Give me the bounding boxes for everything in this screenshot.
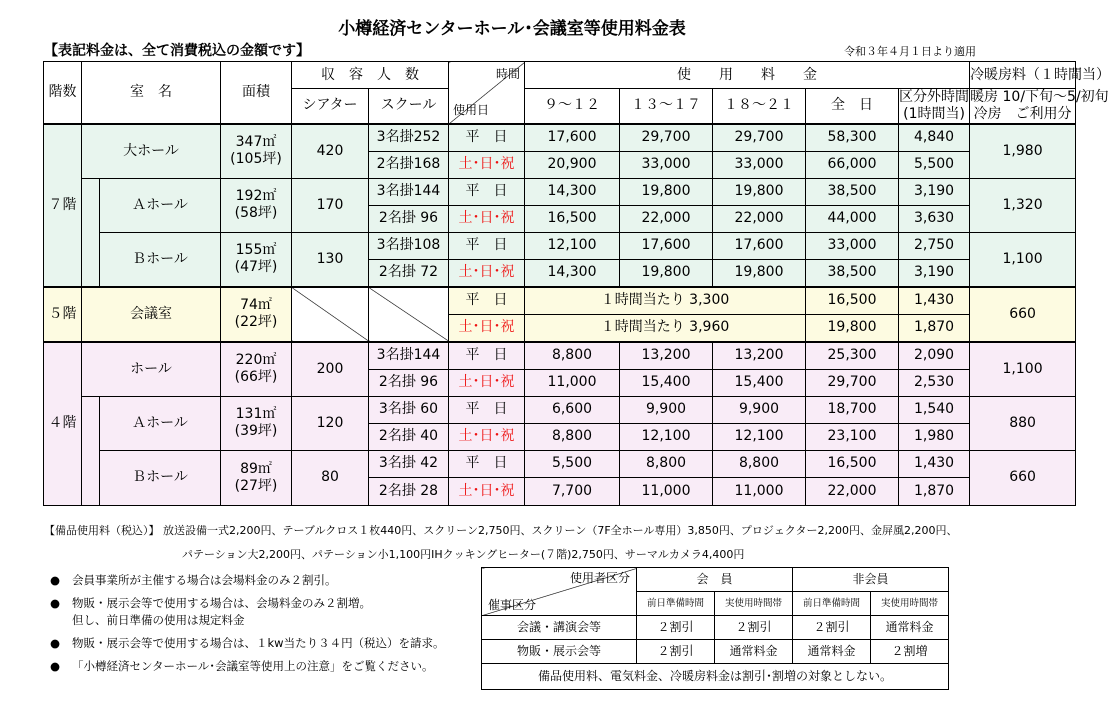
- school-capacity: 2名掛168: [369, 151, 449, 178]
- fee-allday: 18,700: [806, 396, 899, 423]
- note-text: 「小樽経済センターホール･会議室等使用上の注意」をご覧ください。: [72, 659, 434, 673]
- area-tsubo: (27坪): [234, 477, 278, 494]
- fee-13-17: 15,400: [620, 369, 713, 396]
- table-row: [44, 124, 1076, 152]
- fee-13-17: 33,000: [620, 151, 713, 178]
- table-row: [482, 616, 949, 640]
- table-row: [44, 287, 1076, 315]
- school-capacity: 2名掛 96: [369, 205, 449, 232]
- usage-day: 平 日: [449, 287, 525, 315]
- fee-allday: 22,000: [806, 477, 899, 505]
- header-ac-title: 冷暖房料（１時間当）: [970, 62, 1076, 89]
- area-m2: 131㎡: [235, 406, 277, 423]
- fee-allday: 19,800: [806, 314, 899, 342]
- table-row: [44, 342, 1076, 370]
- fee-extra: 3,630: [899, 205, 970, 232]
- header-usage-day: 使用日: [453, 103, 490, 118]
- fee-13-17: 11,000: [620, 477, 713, 505]
- header-ac: [970, 89, 1109, 124]
- non-member-prep-header: 前日準備時間: [793, 592, 871, 616]
- list-item: [50, 635, 475, 652]
- area-tsubo: (105坪): [230, 151, 282, 168]
- usage-day: 土･日･祝: [449, 205, 525, 232]
- area-m2: 155㎡: [235, 242, 277, 259]
- fee-extra: 3,190: [899, 259, 970, 287]
- fee-allday: 66,000: [806, 151, 899, 178]
- school-capacity: 3名掛 42: [369, 450, 449, 477]
- table-row: [44, 396, 1076, 423]
- event-category-label: 催事区分: [488, 597, 537, 612]
- fee-hourly: １時間当たり 3,960: [525, 314, 806, 342]
- tax-note: 【表記料金は、全て消費税込の金額です】: [44, 43, 310, 59]
- fee-9-12: 8,800: [525, 342, 620, 370]
- header-theater: シアター: [292, 89, 369, 124]
- bullet-icon: ●: [50, 573, 61, 587]
- non-member-prep-rate: ２割引: [793, 616, 871, 640]
- list-item: [50, 595, 475, 629]
- non-member-actual-rate: 通常料金: [871, 616, 949, 640]
- fee-allday: 23,100: [806, 423, 899, 450]
- fee-9-12: 17,600: [525, 124, 620, 152]
- usage-day: 平 日: [449, 232, 525, 259]
- room-name: Ａホール: [100, 178, 221, 232]
- note-text: 物販・展示会等で使用する場合は、１kw当たり３４円（税込）を請求。: [72, 636, 445, 650]
- theater-capacity: 120: [292, 396, 369, 450]
- non-member-header: 非会員: [793, 568, 949, 592]
- room-area: [221, 450, 292, 505]
- fee-9-12: 11,000: [525, 369, 620, 396]
- school-capacity: 3名掛108: [369, 232, 449, 259]
- fee-allday: 29,700: [806, 369, 899, 396]
- header-t1: ９～１２: [525, 89, 620, 124]
- event-label: 会議・講演会等: [482, 616, 637, 640]
- member-prep-rate: ２割引: [637, 616, 715, 640]
- indent-gap: [82, 178, 100, 287]
- fee-9-12: 7,700: [525, 477, 620, 505]
- header-time-usage: [449, 62, 525, 124]
- fee-18-21: 17,600: [713, 232, 806, 259]
- fee-allday: 44,000: [806, 205, 899, 232]
- usage-day: 土･日･祝: [449, 259, 525, 287]
- header-t3: １８～２１: [713, 89, 806, 124]
- fee-9-12: 14,300: [525, 259, 620, 287]
- header-room: 室 名: [82, 62, 221, 124]
- header-extra-line1: 区分外時間: [899, 89, 970, 105]
- area-m2: 89㎡: [240, 460, 272, 477]
- area-tsubo: (39坪): [234, 423, 278, 440]
- area-tsubo: (22坪): [234, 314, 278, 331]
- bullet-icon: ●: [50, 636, 61, 650]
- fee-9-12: 20,900: [525, 151, 620, 178]
- fee-18-21: 13,200: [713, 342, 806, 370]
- member-header: 会 員: [637, 568, 793, 592]
- header-extra: [899, 89, 970, 124]
- fee-18-21: 19,800: [713, 178, 806, 205]
- school-capacity: 2名掛 28: [369, 477, 449, 505]
- member-actual-rate: 通常料金: [715, 640, 793, 664]
- school-capacity: 3名掛144: [369, 342, 449, 370]
- room-name: 大ホール: [82, 124, 221, 179]
- fee-extra: 1,870: [899, 314, 970, 342]
- room-area: [221, 287, 292, 342]
- fee-allday: 58,300: [806, 124, 899, 152]
- theater-capacity: 170: [292, 178, 369, 232]
- area-m2: 192㎡: [235, 188, 277, 205]
- fee-extra: 2,750: [899, 232, 970, 259]
- header-row: [44, 62, 1076, 89]
- header-time: 時間: [495, 66, 520, 81]
- room-name: Ａホール: [100, 396, 221, 450]
- fee-13-17: 13,200: [620, 342, 713, 370]
- discount-header-categories: [482, 568, 637, 616]
- room-area: [221, 232, 292, 287]
- header-allday: 全 日: [806, 89, 899, 124]
- fee-extra: 1,870: [899, 477, 970, 505]
- note-text: 会員事業所が主催する場合は会場料金のみ２割引。: [72, 573, 337, 587]
- list-item: [50, 658, 475, 675]
- theater-capacity: 130: [292, 232, 369, 287]
- member-prep-header: 前日準備時間: [637, 592, 715, 616]
- effective-date: 令和３年４月１日より適用: [844, 45, 976, 58]
- fee-allday: 38,500: [806, 178, 899, 205]
- fee-13-17: 22,000: [620, 205, 713, 232]
- usage-day: 土･日･祝: [449, 477, 525, 505]
- discount-footer: 備品使用料、電気料金、冷暖房料金は割引･割増の対象としない。: [482, 664, 949, 690]
- usage-day: 土･日･祝: [449, 423, 525, 450]
- fee-extra: 1,430: [899, 287, 970, 315]
- fee-13-17: 19,800: [620, 259, 713, 287]
- fee-13-17: 8,800: [620, 450, 713, 477]
- header-school: スクール: [369, 89, 449, 124]
- fee-18-21: 9,900: [713, 396, 806, 423]
- area-tsubo: (58坪): [234, 205, 278, 222]
- room-name: ホール: [82, 342, 221, 397]
- note-text: 物販・展示会等で使用する場合は、会場料金のみ２割増。: [72, 596, 371, 610]
- fee-18-21: 15,400: [713, 369, 806, 396]
- fee-9-12: 12,100: [525, 232, 620, 259]
- school-capacity: 3名掛144: [369, 178, 449, 205]
- header-t2: １３～１７: [620, 89, 713, 124]
- table-row: [482, 568, 949, 592]
- fee-18-21: 33,000: [713, 151, 806, 178]
- fee-13-17: 12,100: [620, 423, 713, 450]
- area-tsubo: (47坪): [234, 259, 278, 276]
- list-item: [50, 572, 475, 589]
- floor-5: ５階: [44, 287, 82, 342]
- header-ac-cooling: 冷房 ご利用分: [973, 105, 1072, 122]
- usage-day: 平 日: [449, 178, 525, 205]
- fee-9-12: 16,500: [525, 205, 620, 232]
- fee-extra: 1,540: [899, 396, 970, 423]
- fee-18-21: 12,100: [713, 423, 806, 450]
- notes-list: [50, 572, 475, 681]
- theater-capacity: 420: [292, 124, 369, 179]
- school-capacity: 2名掛 72: [369, 259, 449, 287]
- member-prep-rate: ２割引: [637, 640, 715, 664]
- fee-extra: 4,840: [899, 124, 970, 152]
- room-name: 会議室: [82, 287, 221, 342]
- fee-extra: 5,500: [899, 151, 970, 178]
- note-text-continued: 但し、前日準備の使用は規定料金: [72, 613, 245, 627]
- fee-allday: 25,300: [806, 342, 899, 370]
- usage-day: 平 日: [449, 124, 525, 152]
- table-row: [482, 664, 949, 690]
- room-name: Ｂホール: [100, 450, 221, 505]
- fee-18-21: 11,000: [713, 477, 806, 505]
- event-label: 物販・展示会等: [482, 640, 637, 664]
- fee-hourly: １時間当たり 3,300: [525, 287, 806, 315]
- fee-9-12: 6,600: [525, 396, 620, 423]
- fee-allday: 16,500: [806, 287, 899, 315]
- non-member-actual-rate: ２割増: [871, 640, 949, 664]
- fee-table: [43, 61, 1110, 506]
- header-capacity: 収 容 人 数: [292, 62, 449, 89]
- equipment-fees-line1: 【備品使用料（税込）】 放送設備一式2,200円、テーブルクロス１枚440円、スクリーン2,750円、スクリーン（7F全ホール専用）3,850円、プロジェクター2,200円、金屏風2,200円、: [44, 524, 958, 537]
- table-row: [44, 450, 1076, 477]
- school-capacity: 2名掛 96: [369, 369, 449, 396]
- fee-18-21: 29,700: [713, 124, 806, 152]
- theater-na: [292, 287, 369, 342]
- member-actual-header: 実使用時間帯: [715, 592, 793, 616]
- table-row: [44, 232, 1076, 259]
- fee-allday: 38,500: [806, 259, 899, 287]
- indent-gap: [82, 396, 100, 505]
- area-m2: 220㎡: [235, 352, 277, 369]
- non-member-actual-header: 実使用時間帯: [871, 592, 949, 616]
- room-name: Ｂホール: [100, 232, 221, 287]
- fee-13-17: 9,900: [620, 396, 713, 423]
- non-member-prep-rate: 通常料金: [793, 640, 871, 664]
- floor-7: ７階: [44, 124, 82, 287]
- fee-extra: 1,430: [899, 450, 970, 477]
- usage-day: 土･日･祝: [449, 314, 525, 342]
- ac-fee: 660: [970, 287, 1076, 342]
- fee-13-17: 29,700: [620, 124, 713, 152]
- equipment-fees-line2: パテーション大2,200円、パテーション小1,100円IHクッキングヒーター(７階)2,750円、サーマルカメラ4,400円: [182, 548, 745, 561]
- fee-allday: 16,500: [806, 450, 899, 477]
- area-tsubo: (66坪): [234, 369, 278, 386]
- usage-day: 平 日: [449, 396, 525, 423]
- area-m2: 74㎡: [240, 297, 272, 314]
- fee-9-12: 5,500: [525, 450, 620, 477]
- header-fee: 使 用 料 金: [525, 62, 970, 89]
- user-category-label: 使用者区分: [569, 571, 630, 586]
- header-extra-line2: (1時間当): [903, 105, 965, 122]
- document-title: 小樽経済センターホール･会議室等使用料金表: [338, 19, 686, 39]
- school-capacity: 3名掛 60: [369, 396, 449, 423]
- fee-9-12: 14,300: [525, 178, 620, 205]
- school-capacity: 3名掛252: [369, 124, 449, 152]
- bullet-icon: ●: [50, 659, 61, 673]
- area-m2: 347㎡: [235, 134, 277, 151]
- fee-18-21: 22,000: [713, 205, 806, 232]
- discount-table: [481, 567, 949, 690]
- fee-18-21: 19,800: [713, 259, 806, 287]
- fee-9-12: 8,800: [525, 423, 620, 450]
- ac-fee: 1,100: [970, 342, 1076, 397]
- usage-day: 平 日: [449, 342, 525, 370]
- ac-fee: 880: [970, 396, 1076, 450]
- theater-capacity: 200: [292, 342, 369, 397]
- ac-fee: 1,100: [970, 232, 1076, 287]
- fee-18-21: 8,800: [713, 450, 806, 477]
- usage-day: 土･日･祝: [449, 151, 525, 178]
- school-na: [369, 287, 449, 342]
- room-area: [221, 342, 292, 397]
- floor-4: ４階: [44, 342, 82, 506]
- table-row: [44, 178, 1076, 205]
- room-area: [221, 396, 292, 450]
- ac-fee: 1,320: [970, 178, 1076, 232]
- room-area: [221, 178, 292, 232]
- bullet-icon: ●: [50, 596, 61, 610]
- table-row: [482, 640, 949, 664]
- fee-allday: 33,000: [806, 232, 899, 259]
- header-ac-heating: 暖房 10/下旬～5/初旬: [970, 89, 1109, 105]
- theater-capacity: 80: [292, 450, 369, 505]
- fee-13-17: 17,600: [620, 232, 713, 259]
- room-area: [221, 124, 292, 179]
- usage-day: 土･日･祝: [449, 369, 525, 396]
- fee-extra: 3,190: [899, 178, 970, 205]
- usage-day: 平 日: [449, 450, 525, 477]
- header-area: 面積: [221, 62, 292, 124]
- fee-13-17: 19,800: [620, 178, 713, 205]
- ac-fee: 660: [970, 450, 1076, 505]
- fee-extra: 2,090: [899, 342, 970, 370]
- ac-fee: 1,980: [970, 124, 1076, 179]
- fee-extra: 1,980: [899, 423, 970, 450]
- member-actual-rate: ２割引: [715, 616, 793, 640]
- fee-extra: 2,530: [899, 369, 970, 396]
- header-floor: 階数: [44, 62, 82, 124]
- school-capacity: 2名掛 40: [369, 423, 449, 450]
